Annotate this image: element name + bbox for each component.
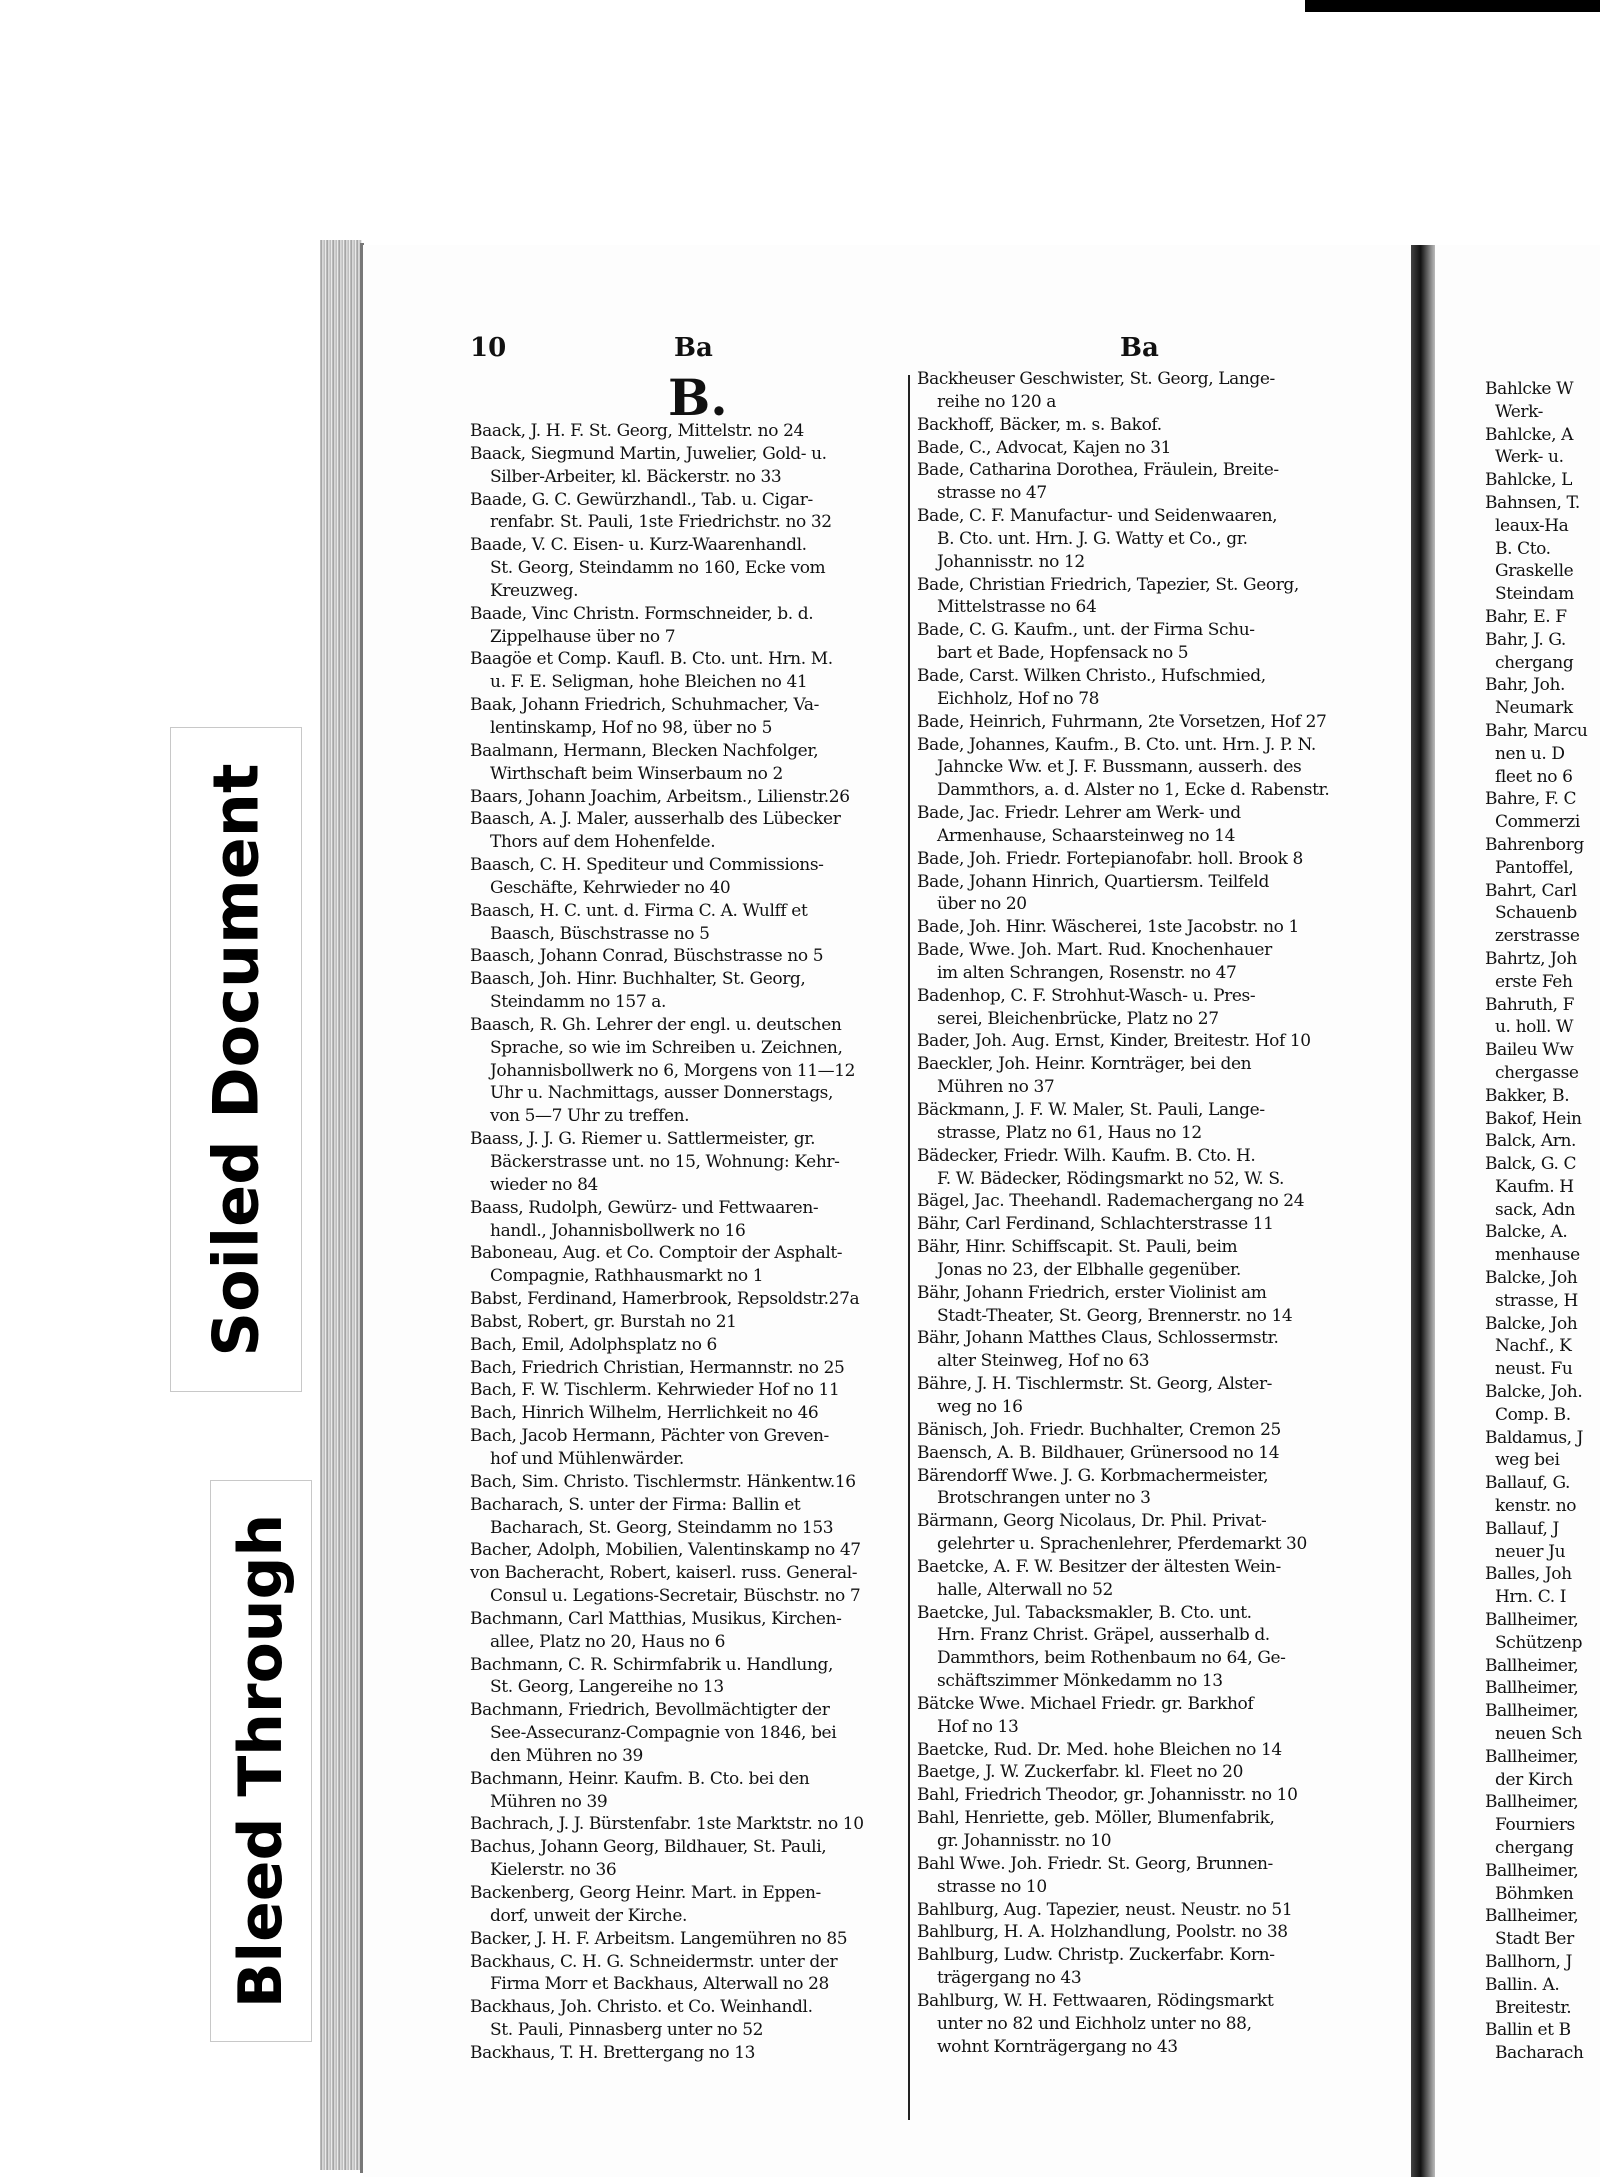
- cropped-entry-line: Neumark: [1485, 698, 1573, 719]
- directory-entry-line: Bade, Carst. Wilken Christo., Hufschmied,: [917, 665, 1266, 686]
- directory-entry-line: Baass, J. J. G. Riemer u. Sattlermeister, gr.: [470, 1129, 816, 1150]
- cropped-entry-line: Balles, Joh: [1485, 1564, 1572, 1585]
- cropped-entry-line: Ballheimer,: [1485, 1610, 1579, 1631]
- directory-entry-line: Baass, Rudolph, Gewürz- und Fettwaaren-: [470, 1197, 819, 1218]
- directory-entry-line: u. F. E. Seligman, hohe Bleichen no 41: [470, 672, 808, 693]
- cropped-entry-line: Kaufm. H: [1485, 1176, 1574, 1197]
- directory-entry-line: Mühren no 37: [917, 1077, 1055, 1098]
- directory-entry-line: Bahl, Friedrich Theodor, gr. Johannisstr. no 10: [917, 1785, 1298, 1806]
- cropped-entry-line: Bahlcke, L: [1485, 470, 1572, 491]
- cropped-entry-line: Ballauf, G.: [1485, 1473, 1571, 1494]
- directory-entry-line: See-Assecuranz-Compagnie von 1846, bei: [470, 1723, 837, 1744]
- cropped-entry-line: nen u. D: [1485, 743, 1565, 764]
- cropped-entry-line: Hrn. C. I: [1485, 1587, 1567, 1608]
- directory-entry-line: Baboneau, Aug. et Co. Comptoir der Asphalt-: [470, 1243, 843, 1264]
- directory-entry-line: Bade, Jac. Friedr. Lehrer am Werk- und: [917, 803, 1241, 824]
- book-spine-gutter: [1411, 245, 1435, 2177]
- directory-entry-line: St. Georg, Steindamm no 160, Ecke vom: [470, 558, 826, 579]
- directory-entry-line: Baade, G. C. Gewürzhandl., Tab. u. Cigar-: [470, 489, 813, 510]
- directory-entry-line: Dammthors, beim Rothenbaum no 64, Ge-: [917, 1648, 1286, 1669]
- cropped-entry-line: Ballheimer,: [1485, 1906, 1579, 1927]
- directory-entry-line: Bach, Friedrich Christian, Hermannstr. no 25: [470, 1357, 845, 1378]
- directory-entry-line: Bähr, Johann Friedrich, erster Violinist am: [917, 1282, 1267, 1303]
- directory-entry-line: Jonas no 23, der Elbhalle gegenüber.: [917, 1259, 1241, 1280]
- directory-entry-line: Brotschrangen unter no 3: [917, 1488, 1151, 1509]
- directory-entry-line: lentinskamp, Hof no 98, über no 5: [470, 717, 773, 738]
- cropped-entry-line: Ballheimer,: [1485, 1746, 1579, 1767]
- directory-entry-line: Baetcke, Rud. Dr. Med. hohe Bleichen no 14: [917, 1739, 1282, 1760]
- directory-entry-line: allee, Platz no 20, Haus no 6: [470, 1631, 726, 1652]
- directory-entry-line: Bade, Johann Hinrich, Quartiersm. Teilfeld: [917, 871, 1269, 892]
- directory-entry-line: Badenhop, C. F. Strohhut-Wasch- u. Pres-: [917, 985, 1256, 1006]
- directory-entry-line: Bade, C., Advocat, Kajen no 31: [917, 437, 1172, 458]
- directory-entry-line: Baasch, Joh. Hinr. Buchhalter, St. Georg,: [470, 969, 806, 990]
- directory-entry-line: Zippelhause über no 7: [470, 626, 676, 647]
- directory-entry-line: Armenhause, Schaarsteinweg no 14: [917, 825, 1236, 846]
- directory-entry-line: Bahlburg, Aug. Tapezier, neust. Neustr. no 51: [917, 1899, 1293, 1920]
- cropped-entry-line: zerstrasse: [1485, 926, 1580, 947]
- directory-entry-line: Baetcke, Jul. Tabacksmakler, B. Cto. unt.: [917, 1602, 1252, 1623]
- directory-entry-line: Wirthschaft beim Winserbaum no 2: [470, 763, 783, 784]
- directory-entry-line: Backer, J. H. F. Arbeitsm. Langemühren no 85: [470, 1928, 848, 1949]
- directory-entry-line: reihe no 120 a: [917, 391, 1057, 412]
- directory-entry-line: den Mühren no 39: [470, 1745, 643, 1766]
- directory-entry-line: St. Georg, Langereihe no 13: [470, 1677, 724, 1698]
- directory-entry-line: im alten Schrangen, Rosenstr. no 47: [917, 962, 1237, 983]
- directory-entry-line: wieder no 84: [470, 1174, 598, 1195]
- directory-entry-line: Bade, Heinrich, Fuhrmann, 2te Vorsetzen, Hof 27: [917, 711, 1327, 732]
- directory-entry-line: Backhaus, C. H. G. Schneidermstr. unter der: [470, 1951, 838, 1972]
- cropped-entry-line: Bahlcke W: [1485, 379, 1574, 399]
- directory-entry-line: Geschäfte, Kehrwieder no 40: [470, 877, 731, 898]
- directory-entry-line: Baagöe et Comp. Kaufl. B. Cto. unt. Hrn. M.: [470, 649, 833, 670]
- cropped-entry-line: Stadt Ber: [1485, 1929, 1574, 1950]
- directory-entry-line: alter Steinweg, Hof no 63: [917, 1351, 1150, 1372]
- directory-entry-line: Thors auf dem Hohenfelde.: [470, 832, 716, 853]
- directory-entry-line: Babst, Ferdinand, Hamerbrook, Repsoldstr.27a: [470, 1289, 860, 1310]
- column-rule: [908, 375, 910, 2120]
- cropped-entry-line: chergang: [1485, 1838, 1574, 1858]
- directory-entry-line: strasse, Platz no 61, Haus no 12: [917, 1122, 1202, 1143]
- directory-entry-line: renfabr. St. Pauli, 1ste Friedrichstr. no 32: [470, 512, 832, 533]
- directory-entry-line: Hrn. Franz Christ. Gräpel, ausserhalb d.: [917, 1625, 1270, 1646]
- directory-entry-line: unter no 82 und Eichholz unter no 88,: [917, 2013, 1252, 2034]
- cropped-entry-line: Bahr, Joh.: [1485, 675, 1566, 696]
- cropped-entry-line: Bakker, B.: [1485, 1085, 1570, 1106]
- cropped-entry-line: Böhmken: [1485, 1883, 1574, 1904]
- directory-entry-line: Babst, Robert, gr. Burstah no 21: [470, 1311, 737, 1332]
- directory-entry-line: Bätcke Wwe. Michael Friedr. gr. Barkhof: [917, 1693, 1254, 1714]
- directory-entry-line: Bärmann, Georg Nicolaus, Dr. Phil. Privat-: [917, 1511, 1267, 1532]
- directory-entry-line: Baack, J. H. F. St. Georg, Mittelstr. no 24: [470, 421, 804, 441]
- directory-entry-line: weg no 16: [917, 1396, 1023, 1417]
- cropped-entry-line: Commerzi: [1485, 812, 1580, 833]
- directory-entry-line: Bänisch, Joh. Friedr. Buchhalter, Cremon 25: [917, 1419, 1281, 1440]
- directory-entry-line: über no 20: [917, 894, 1027, 915]
- cropped-entry-line: chergang: [1485, 652, 1574, 673]
- directory-entry-line: Bade, Johannes, Kaufm., B. Cto. unt. Hrn. J. P. N.: [917, 734, 1316, 755]
- directory-entry-line: Baade, Vinc Christn. Formschneider, b. d.: [470, 603, 814, 624]
- section-letter: B.: [668, 368, 728, 427]
- cropped-entry-line: Balcke, Joh.: [1485, 1382, 1583, 1403]
- directory-entry-line: von Bacheracht, Robert, kaiserl. russ. General-: [470, 1563, 858, 1584]
- directory-entry-line: dorf, unweit der Kirche.: [470, 1905, 688, 1926]
- directory-entry-line: Bachmann, Heinr. Kaufm. B. Cto. bei den: [470, 1768, 810, 1789]
- cropped-entry-line: Bahrt, Carl: [1485, 880, 1577, 901]
- directory-entry-line: Bähr, Hinr. Schiffscapit. St. Pauli, beim: [917, 1237, 1238, 1258]
- cropped-entry-line: Balck, Arn.: [1485, 1131, 1577, 1152]
- cropped-entry-line: sack, Adn: [1485, 1199, 1576, 1220]
- cropped-entry-line: Ballin. A.: [1485, 1974, 1560, 1995]
- directory-entry-line: Bade, Joh. Friedr. Fortepianofabr. holl. Brook 8: [917, 848, 1303, 869]
- directory-entry-line: Bach, Jacob Hermann, Pächter von Greven-: [470, 1426, 829, 1447]
- directory-entry-line: Baeckler, Joh. Heinr. Kornträger, bei den: [917, 1054, 1252, 1075]
- directory-entry-line: Sprache, so wie im Schreiben u. Zeichnen,: [470, 1037, 843, 1058]
- cropped-entry-line: Bahr, Marcu: [1485, 720, 1588, 741]
- cropped-entry-line: Steindam: [1485, 584, 1574, 605]
- directory-entry-line: Baack, Siegmund Martin, Juwelier, Gold- u.: [470, 443, 827, 464]
- directory-entry-line: Bäckmann, J. F. W. Maler, St. Pauli, Lange-: [917, 1100, 1265, 1120]
- directory-entry-line: Bähr, Carl Ferdinand, Schlachterstrasse 11: [917, 1214, 1274, 1235]
- directory-entry-line: Compagnie, Rathhausmarkt no 1: [470, 1266, 764, 1287]
- directory-entry-line: Baak, Johann Friedrich, Schuhmacher, Va-: [470, 695, 819, 716]
- directory-entry-line: Baasch, R. Gh. Lehrer der engl. u. deutschen: [470, 1014, 842, 1035]
- cropped-entry-line: Baldamus, J: [1485, 1427, 1584, 1448]
- cropped-entry-line: erste Feh: [1485, 971, 1573, 992]
- directory-entry-line: Baetge, J. W. Zuckerfabr. kl. Fleet no 20: [917, 1762, 1243, 1783]
- cropped-entry-line: Baileu Ww: [1485, 1040, 1574, 1061]
- cropped-entry-line: Balcke, Joh: [1485, 1268, 1578, 1289]
- cropped-entry-line: Balcke, A.: [1485, 1222, 1568, 1243]
- page-number: 10: [470, 333, 507, 363]
- cropped-entry-line: Pantoffel,: [1485, 857, 1574, 878]
- cropped-entry-line: Ballheimer,: [1485, 1678, 1579, 1699]
- cropped-entry-line: Graskelle: [1485, 561, 1574, 582]
- right-column-entries: [917, 368, 1329, 2058]
- cropped-entry-line: Bahr, E. F: [1485, 606, 1567, 627]
- directory-entry-line: gr. Johannisstr. no 10: [917, 1831, 1112, 1851]
- directory-entry-line: Baalmann, Hermann, Blecken Nachfolger,: [470, 740, 819, 761]
- directory-entry-line: Bahl, Henriette, geb. Möller, Blumenfabrik,: [917, 1808, 1275, 1829]
- directory-entry-line: Bade, Catharina Dorothea, Fräulein, Breite-: [917, 460, 1279, 481]
- directory-entry-line: Bähre, J. H. Tischlermstr. St. Georg, Alster-: [917, 1374, 1273, 1395]
- cropped-entry-line: Ballheimer,: [1485, 1655, 1579, 1676]
- directory-entry-line: Bachrach, J. J. Bürstenfabr. 1ste Marktstr. no 10: [470, 1814, 864, 1835]
- directory-entry-line: Baade, V. C. Eisen- u. Kurz-Waarenhandl.: [470, 535, 807, 556]
- cropped-entry-line: Ballheimer,: [1485, 1792, 1579, 1813]
- directory-entry-line: Firma Morr et Backhaus, Alterwall no 28: [470, 1974, 829, 1995]
- directory-entry-line: halle, Alterwall no 52: [917, 1579, 1113, 1600]
- directory-entry-line: Bägel, Jac. Theehandl. Rademachergang no 24: [917, 1191, 1305, 1212]
- cropped-entry-line: Schützenp: [1485, 1632, 1583, 1653]
- cropped-entry-line: Ballauf, J: [1485, 1518, 1559, 1539]
- directory-entry-line: Bachmann, Carl Matthias, Musikus, Kirchen-: [470, 1608, 842, 1629]
- cropped-entry-line: Balck, G. C: [1485, 1154, 1577, 1175]
- cropped-entry-line: neuen Sch: [1485, 1724, 1582, 1745]
- cropped-entry-line: weg bei: [1485, 1450, 1560, 1471]
- cropped-entry-line: neust. Fu: [1485, 1359, 1573, 1380]
- directory-entry-line: Hof no 13: [917, 1716, 1019, 1737]
- directory-entry-line: Kreuzweg.: [470, 580, 579, 601]
- cropped-entry-line: Nachf., K: [1485, 1336, 1572, 1357]
- directory-entry-line: Baasch, C. H. Spediteur und Commissions-: [470, 855, 824, 876]
- cropped-entry-line: Bahr, J. G.: [1485, 629, 1566, 650]
- cropped-entry-line: Schauenb: [1485, 903, 1577, 924]
- directory-entry-line: Bachus, Johann Georg, Bildhauer, St. Pauli,: [470, 1837, 827, 1858]
- directory-entry-line: Bade, Christian Friedrich, Tapezier, St. Georg,: [917, 574, 1299, 595]
- cropped-entry-line: der Kirch: [1485, 1769, 1573, 1790]
- directory-entry-line: Bade, C. G. Kaufm., unt. der Firma Schu-: [917, 620, 1255, 641]
- directory-entry-line: Backhaus, Joh. Christo. et Co. Weinhandl.: [470, 1997, 813, 2018]
- directory-entry-line: Bacharach, S. unter der Firma: Ballin et: [470, 1494, 801, 1515]
- cropped-entry-line: Werk- u.: [1485, 447, 1564, 468]
- directory-entry-line: Bäckerstrasse unt. no 15, Wohnung: Kehr-: [470, 1152, 840, 1172]
- directory-entry-line: trägergang no 43: [917, 1968, 1082, 1989]
- directory-entry-line: B. Cto. unt. Hrn. J. G. Watty et Co., gr.: [917, 528, 1248, 549]
- running-head-left: Ba: [674, 333, 713, 363]
- directory-entry-line: Baars, Johann Joachim, Arbeitsm., Lilienstr.26: [470, 786, 850, 807]
- directory-entry-line: Bachmann, C. R. Schirmfabrik u. Handlung,: [470, 1654, 834, 1675]
- top-dark-strip: [1305, 0, 1600, 12]
- cropped-entry-line: Bacharach: [1485, 2043, 1584, 2064]
- directory-entry-line: bart et Bade, Hopfensack no 5: [917, 643, 1189, 664]
- cropped-entry-line: Bahrenborg: [1485, 834, 1584, 855]
- directory-entry-line: serei, Bleichenbrücke, Platz no 27: [917, 1008, 1219, 1029]
- cropped-entry-line: Bahrtz, Joh: [1485, 948, 1577, 969]
- directory-entry-line: von 5—7 Uhr zu treffen.: [470, 1106, 690, 1127]
- directory-entry-line: Bahlburg, W. H. Fettwaaren, Rödingsmarkt: [917, 1990, 1274, 2011]
- directory-entry-line: Bädecker, Friedr. Wilh. Kaufm. B. Cto. H.: [917, 1145, 1256, 1166]
- directory-entry-line: Mühren no 39: [470, 1791, 608, 1812]
- directory-entry-line: Johannisstr. no 12: [917, 551, 1085, 572]
- directory-entry-line: schäftszimmer Mönkedamm no 13: [917, 1671, 1223, 1692]
- directory-entry-line: hof und Mühlenwärder.: [470, 1448, 684, 1469]
- directory-entry-line: Backheuser Geschwister, St. Georg, Lange-: [917, 369, 1275, 389]
- cropped-entry-line: Breitestr.: [1485, 1997, 1572, 2018]
- directory-entry-line: St. Pauli, Pinnasberg unter no 52: [470, 2020, 764, 2041]
- directory-entry-line: Backhoff, Bäcker, m. s. Bakof.: [917, 414, 1162, 435]
- directory-entry-line: Baasch, Johann Conrad, Büschstrasse no 5: [470, 946, 824, 967]
- directory-entry-line: handl., Johannisbollwerk no 16: [470, 1220, 746, 1241]
- directory-entry-line: Bade, Wwe. Joh. Mart. Rud. Knochenhauer: [917, 940, 1272, 961]
- cropped-entry-line: leaux-Ha: [1485, 515, 1569, 536]
- directory-entry-line: Eichholz, Hof no 78: [917, 688, 1100, 709]
- cropped-entry-line: menhause: [1485, 1245, 1580, 1266]
- directory-entry-line: Baasch, Büschstrasse no 5: [470, 923, 710, 944]
- cropped-entry-line: Balcke, Joh: [1485, 1313, 1578, 1334]
- bleed-through-text: Bleed Through: [226, 1513, 296, 2009]
- directory-entry-line: Bachmann, Friedrich, Bevollmächtigter der: [470, 1700, 830, 1721]
- cropped-entry-line: kenstr. no: [1485, 1496, 1577, 1517]
- cropped-entry-line: Werk-: [1485, 401, 1544, 422]
- directory-entry-line: Mittelstrasse no 64: [917, 597, 1097, 618]
- directory-entry-line: F. W. Bädecker, Rödingsmarkt no 52, W. S.: [917, 1168, 1285, 1189]
- cropped-entry-line: B. Cto.: [1485, 538, 1551, 559]
- cropped-entry-line: neuer Ju: [1485, 1541, 1566, 1562]
- cropped-entry-line: Ballhorn, J: [1485, 1951, 1572, 1972]
- bleed-through-label: [210, 1480, 312, 2042]
- cropped-entry-line: Bahruth, F: [1485, 994, 1575, 1015]
- directory-entry-line: Bahl Wwe. Joh. Friedr. St. Georg, Brunnen-: [917, 1853, 1273, 1874]
- directory-entry-line: Bader, Joh. Aug. Ernst, Kinder, Breitestr. Hof 10: [917, 1031, 1311, 1052]
- cropped-entry-line: Comp. B.: [1485, 1404, 1571, 1425]
- directory-entry-line: Backhaus, T. H. Brettergang no 13: [470, 2042, 756, 2063]
- directory-entry-line: Jahncke Ww. et J. F. Bussmann, ausserh. des: [917, 757, 1302, 778]
- directory-entry-line: Bacharach, St. Georg, Steindamm no 153: [470, 1517, 834, 1538]
- cropped-entry-line: Ballin et B: [1485, 2020, 1571, 2041]
- directory-entry-line: Baasch, A. J. Maler, ausserhalb des Lübecker: [470, 809, 841, 830]
- directory-entry-line: Bade, Joh. Hinr. Wäscherei, 1ste Jacobstr. no 1: [917, 917, 1299, 938]
- cropped-entry-line: fleet no 6: [1485, 766, 1573, 787]
- cropped-entry-line: strasse, H: [1485, 1290, 1578, 1311]
- directory-entry-line: Bach, Emil, Adolphsplatz no 6: [470, 1334, 717, 1355]
- directory-entry-line: Baensch, A. B. Bildhauer, Grünersood no 14: [917, 1442, 1280, 1463]
- directory-entry-line: wohnt Kornträgergang no 43: [917, 2036, 1178, 2057]
- directory-entry-line: Bähr, Johann Matthes Claus, Schlossermstr.: [917, 1328, 1279, 1349]
- cropped-entry-line: Bakof, Hein: [1485, 1108, 1582, 1129]
- directory-entry-line: Stadt-Theater, St. Georg, Brennerstr. no 14: [917, 1305, 1293, 1326]
- left-column-entries: [470, 420, 864, 2065]
- directory-entry-line: strasse no 10: [917, 1876, 1047, 1897]
- cropped-entry-line: Bahre, F. C: [1485, 789, 1577, 810]
- directory-entry-line: strasse no 47: [917, 483, 1047, 504]
- directory-entry-line: Baasch, H. C. unt. d. Firma C. A. Wulff et: [470, 900, 808, 921]
- running-head-right: Ba: [1120, 333, 1159, 363]
- cropped-entry-line: Fourniers: [1485, 1815, 1575, 1836]
- directory-entry-line: gelehrter u. Sprachenlehrer, Pferdemarkt 30: [917, 1534, 1307, 1555]
- directory-entry-line: Bach, F. W. Tischlerm. Kehrwieder Hof no 11: [470, 1380, 840, 1401]
- directory-entry-line: Uhr u. Nachmittags, ausser Donnerstags,: [470, 1083, 834, 1104]
- cropped-entry-line: Bahnsen, T.: [1485, 492, 1580, 513]
- far-right-column-entries: [1485, 378, 1587, 2065]
- directory-entry-line: Bach, Hinrich Wilhelm, Herrlichkeit no 46: [470, 1403, 819, 1424]
- cropped-entry-line: u. holl. W: [1485, 1017, 1574, 1038]
- soiled-document-text: Soiled Document: [199, 762, 273, 1357]
- directory-entry-line: Bacher, Adolph, Mobilien, Valentinskamp no 47: [470, 1540, 861, 1561]
- directory-entry-line: Bahlburg, Ludw. Christp. Zuckerfabr. Korn-: [917, 1945, 1275, 1966]
- directory-entry-line: Silber-Arbeiter, kl. Bäckerstr. no 33: [470, 466, 782, 487]
- directory-entry-line: Johannisbollwerk no 6, Morgens von 11—12: [470, 1060, 856, 1081]
- directory-entry-line: Bahlburg, H. A. Holzhandlung, Poolstr. no 38: [917, 1922, 1288, 1943]
- directory-entry-line: Bade, C. F. Manufactur- und Seidenwaaren,: [917, 506, 1278, 527]
- cropped-entry-line: Ballheimer,: [1485, 1860, 1579, 1881]
- book-page-edges: [320, 240, 362, 2170]
- directory-entry-line: Steindamm no 157 a.: [470, 992, 666, 1013]
- cropped-entry-line: Ballheimer,: [1485, 1701, 1579, 1722]
- directory-entry-line: Backenberg, Georg Heinr. Mart. in Eppen-: [470, 1883, 821, 1903]
- cropped-entry-line: Bahlcke, A: [1485, 424, 1573, 445]
- directory-entry-line: Consul u. Legations-Secretair, Büschstr. no 7: [470, 1586, 861, 1607]
- directory-entry-line: Baetcke, A. F. W. Besitzer der ältesten Wein-: [917, 1556, 1281, 1577]
- directory-entry-line: Dammthors, a. d. Alster no 1, Ecke d. Rabenstr.: [917, 780, 1330, 801]
- directory-entry-line: Kielerstr. no 36: [470, 1860, 617, 1881]
- soiled-document-label: [170, 727, 302, 1392]
- directory-entry-line: Bach, Sim. Christo. Tischlermstr. Hänkentw.16: [470, 1471, 856, 1492]
- directory-entry-line: Bärendorff Wwe. J. G. Korbmachermeister,: [917, 1465, 1269, 1486]
- cropped-entry-line: chergasse: [1485, 1062, 1579, 1083]
